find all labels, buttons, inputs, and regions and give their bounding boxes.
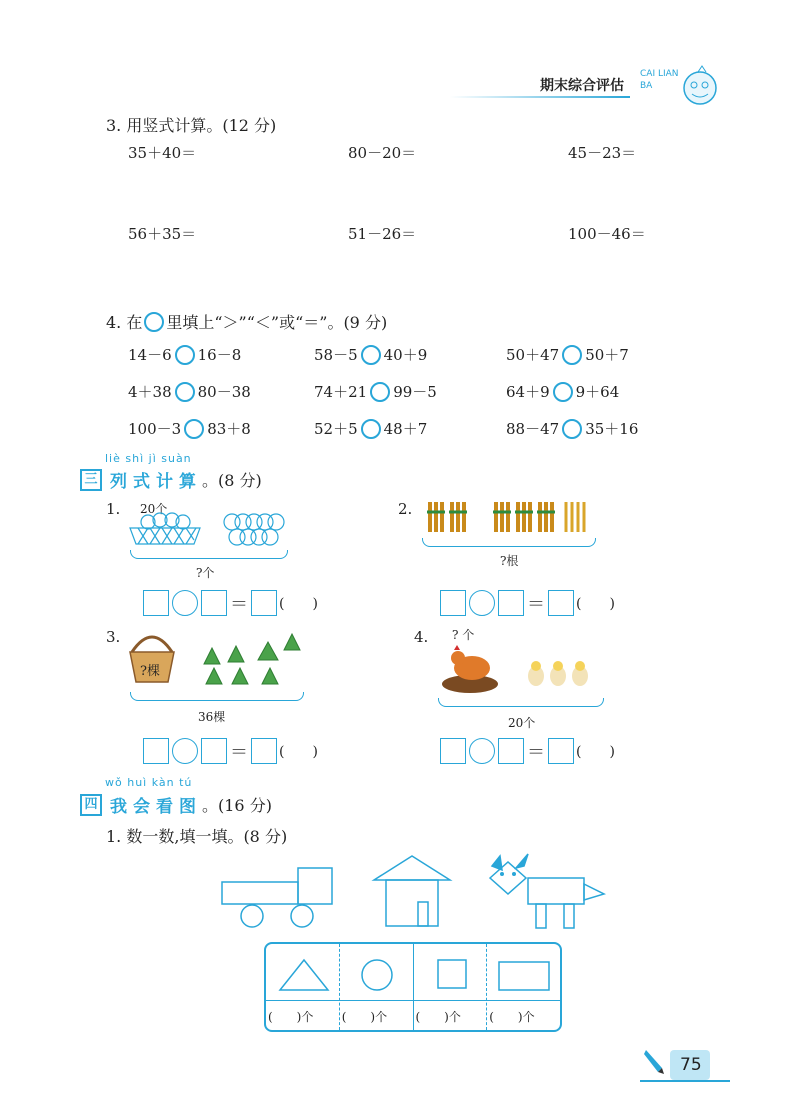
p4-equation: ＝ ( ) (440, 738, 615, 764)
calc-6: 100－46＝ (568, 225, 646, 243)
operator-circle[interactable] (172, 590, 198, 616)
answer-box[interactable] (548, 590, 574, 616)
count-blank[interactable]: ( )个 (268, 1010, 314, 1024)
cat-tail (584, 884, 604, 900)
cat-leg (536, 904, 546, 928)
truck-body (222, 882, 298, 904)
footer-rule (640, 1080, 730, 1082)
compare-5: 74＋21 99－5 (314, 383, 437, 401)
p2-number: 2. (398, 500, 413, 518)
answer-box[interactable] (251, 738, 277, 764)
triangle-icon (278, 958, 330, 992)
compare-8: 52＋5 48＋7 (314, 420, 428, 438)
p3-number: 3. (106, 628, 121, 646)
header-brand: CAI LIAN BA (640, 69, 679, 91)
pencil-icon (642, 1046, 666, 1076)
p2-brace (422, 538, 596, 547)
answer-box[interactable] (143, 590, 169, 616)
p4-top-label: ? 个 (452, 628, 475, 642)
section4-heading-b: 里填上“＞”“＜”或“＝”。(9 分) (166, 313, 388, 332)
house-body (386, 880, 438, 926)
truck-wheel (291, 905, 313, 927)
p3-bottom-label: 36棵 (198, 710, 226, 724)
header-title: 期末综合评估 (540, 78, 624, 94)
compare-circle[interactable] (562, 345, 582, 365)
shape-figures (218, 850, 618, 934)
page-number: 75 (680, 1055, 702, 1075)
p2-bottom-label: ?根 (500, 554, 519, 568)
calc-5: 51－26＝ (348, 225, 417, 243)
part4-number: 四 (80, 794, 102, 816)
p2-equation: ＝ ( ) (440, 590, 615, 616)
part4-title: 我会看图 (110, 797, 202, 817)
section4-heading (106, 310, 387, 333)
compare-7: 100－3 83＋8 (128, 420, 251, 438)
compare-1: 14－6 16－8 (128, 346, 242, 364)
count-blank[interactable]: ( )个 (341, 1010, 388, 1024)
part4-suffix: 。(16 分) (202, 796, 272, 815)
table-cell-square (414, 944, 488, 1030)
compare-circle[interactable] (562, 419, 582, 439)
part4-q1: 1. 数一数,填一填。(8 分) (106, 827, 288, 846)
count-blank[interactable]: ( )个 (415, 1010, 461, 1024)
rectangle-icon (497, 960, 551, 992)
answer-box[interactable] (440, 590, 466, 616)
sticks-bundles-illustration (424, 498, 604, 538)
part3-suffix: 。(8 分) (202, 471, 262, 490)
house-door (418, 902, 428, 926)
p1-brace (130, 550, 288, 559)
part3-heading (80, 467, 262, 492)
table-row-divider (266, 1000, 560, 1001)
p1-number: 1. (106, 500, 121, 518)
count-blank[interactable]: ( )个 (489, 1010, 535, 1024)
answer-box[interactable] (498, 738, 524, 764)
p4-bottom-label: 20个 (508, 716, 536, 730)
header-rule (450, 96, 630, 98)
part3-title: 列式计算 (110, 472, 202, 492)
truck-cab (298, 868, 332, 904)
house-roof (374, 856, 450, 880)
answer-box[interactable] (548, 738, 574, 764)
basket-label: ?棵 (140, 664, 160, 679)
hen-chicks-illustration (440, 640, 600, 696)
table-cell-circle (340, 944, 414, 1030)
section4-heading-a: 4. 在 (106, 313, 143, 332)
table-cell-rectangle (487, 944, 560, 1030)
part4-pinyin: wǒ huì kàn tú (105, 776, 193, 789)
p1-equation: ＝ ( ) (143, 590, 318, 616)
cat-body (528, 878, 584, 904)
operator-circle[interactable] (172, 738, 198, 764)
compare-circle[interactable] (370, 382, 390, 402)
compare-circle[interactable] (175, 345, 195, 365)
answer-box[interactable] (251, 590, 277, 616)
unit-paren[interactable]: ( ) (279, 596, 318, 612)
unit-paren[interactable]: ( ) (279, 744, 318, 760)
section3-heading: 3. 用竖式计算。(12 分) (106, 116, 277, 135)
square-icon (436, 958, 468, 990)
p1-bottom-label: ?个 (196, 566, 215, 580)
circle-icon (144, 312, 164, 332)
compare-6: 64＋9 9＋64 (506, 383, 620, 401)
answer-box[interactable] (498, 590, 524, 616)
p3-equation: ＝ ( ) (143, 738, 318, 764)
basket-cabbage-illustration (126, 626, 306, 690)
compare-2: 58－5 40＋9 (314, 346, 428, 364)
egg-basket-illustration (128, 510, 288, 550)
compare-4: 4＋38 80－38 (128, 383, 251, 401)
cat-leg (564, 904, 574, 928)
cat-ear (516, 854, 528, 868)
p4-number: 4. (414, 628, 429, 646)
mascot-logo (678, 62, 724, 112)
p3-brace (130, 692, 304, 701)
calc-3: 45－23＝ (568, 144, 637, 162)
answer-box[interactable] (201, 738, 227, 764)
compare-circle[interactable] (361, 345, 381, 365)
circle-icon (360, 958, 394, 992)
part3-number: 三 (80, 469, 102, 491)
compare-circle[interactable] (361, 419, 381, 439)
truck-wheel (241, 905, 263, 927)
header (440, 60, 740, 120)
compare-circle[interactable] (184, 419, 204, 439)
cat-ear (492, 856, 502, 870)
calc-1: 35＋40＝ (128, 144, 197, 162)
compare-3: 50＋47 50＋7 (506, 346, 629, 364)
compare-circle[interactable] (175, 382, 195, 402)
unit-paren[interactable]: ( ) (576, 744, 615, 760)
part4-heading (80, 792, 272, 817)
compare-circle[interactable] (553, 382, 573, 402)
answer-box[interactable] (440, 738, 466, 764)
p4-brace (438, 698, 604, 707)
answer-box[interactable] (143, 738, 169, 764)
operator-circle[interactable] (469, 738, 495, 764)
shape-count-table (264, 942, 562, 1032)
answer-box[interactable] (201, 590, 227, 616)
part3-pinyin: liè shì jì suàn (105, 452, 192, 465)
compare-9: 88－47 35＋16 (506, 420, 639, 438)
operator-circle[interactable] (469, 590, 495, 616)
calc-4: 56＋35＝ (128, 225, 197, 243)
table-cell-triangle (266, 944, 340, 1030)
calc-2: 80－20＝ (348, 144, 417, 162)
p1-top-label: 20个 (140, 502, 168, 516)
unit-paren[interactable]: ( ) (576, 596, 615, 612)
